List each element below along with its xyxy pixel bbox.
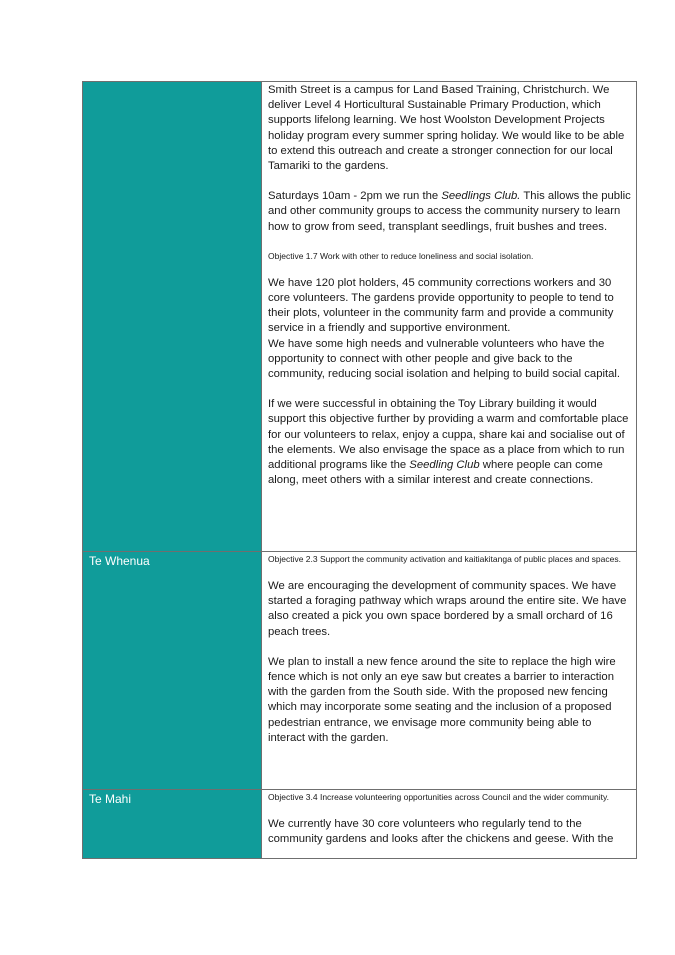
content-table xyxy=(82,81,637,859)
table-row xyxy=(83,790,637,859)
paragraph: We are encouraging the development of community spaces. We have started a foraging pathway which wraps around the entire site. We have also created a pick you own space bordered by a small orchard of 16 peach trees. xyxy=(268,580,627,638)
paragraph: If we were successful in obtaining the Toy Library building it would support this objective further by providing a warm and comfortable place for our volunteers to relax, enjoy a cuppa, share kai and socialise out of the elements. We also envisage the space as a place from which to run additional programs like the Seedling Club where people can come along, meet others with a similar interest and create connections. xyxy=(268,398,629,487)
objective-text: Objective 3.4 Increase volunteering opportunities across Council and the wider community. xyxy=(268,792,609,802)
program-name: Seedling Club xyxy=(409,459,480,472)
row-label xyxy=(83,82,262,552)
objective-text: Objective 1.7 Work with other to reduce loneliness and social isolation. xyxy=(268,250,534,261)
paragraph: Smith Street is a campus for Land Based Training, Christchurch. We deliver Level 4 Horticultural Sustainable Primary Production, which supports lifelong learning. We host Woolston Development Projects holiday program every summer spring holiday. We would like to be able to extend this outreach and create a stronger connection for our local Tamariki to the gardens. xyxy=(268,84,625,173)
paragraph: Saturdays 10am - 2pm we run the Seedlings Club. This allows the public and other community groups to access the community nursery to learn how to grow from seed, transplant seedlings, fruit bushes and trees. xyxy=(268,190,631,233)
program-name: Seedlings Club. xyxy=(441,190,521,203)
row-label: Te Whenua xyxy=(83,552,262,790)
row-content xyxy=(262,82,637,552)
row-content xyxy=(262,790,637,859)
row-label: Te Mahi xyxy=(83,790,262,859)
row-content xyxy=(262,552,637,790)
paragraph: We currently have 30 core volunteers who regularly tend to the community gardens and looks after the chickens and geese. With the xyxy=(268,818,614,846)
table-row xyxy=(83,552,637,790)
table-row xyxy=(83,82,637,552)
paragraph: We have 120 plot holders, 45 community corrections workers and 30 core volunteers. The gardens provide opportunity to people to tend to their plots, volunteer in the community farm and provide a community service in a friendly and supportive environment. We have some high needs and vulnerable volunteers who have the opportunity to connect with other people and give back to the community, reducing social isolation and helping to build social capital. xyxy=(268,276,621,381)
objective-text: Objective 2.3 Support the community activation and kaitiakitanga of public places and spaces. xyxy=(268,554,621,564)
paragraph: We plan to install a new fence around the site to replace the high wire fence which is not only an eye saw but creates a barrier to interaction with the garden from the South side. With the proposed new fencing which may incorporate some seating and the inclusion of a proposed pedestrian entrance, we envisage more community being able to interact with the garden. xyxy=(268,655,616,744)
